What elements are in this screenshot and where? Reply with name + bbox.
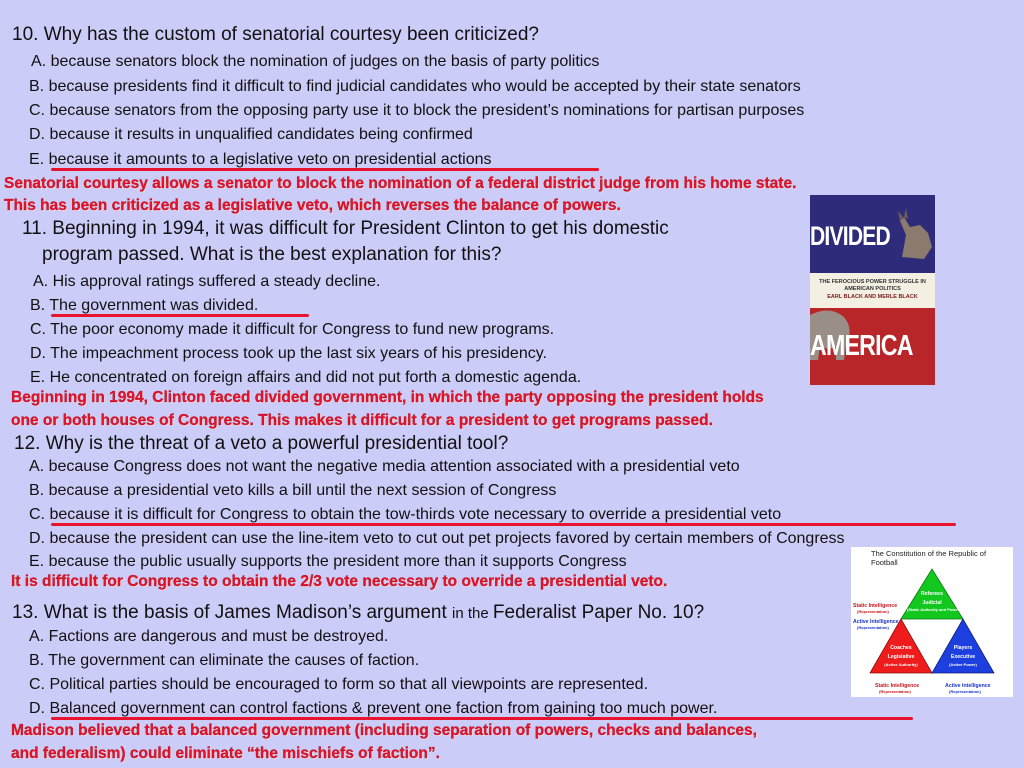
diagram-left-name: Coaches bbox=[890, 645, 912, 651]
question-13-end: Federalist Paper No. 10? bbox=[492, 602, 705, 623]
diagram-top-note: (Static Authority and Power) bbox=[907, 607, 961, 612]
q11-answer-option: The government was divided. bbox=[49, 297, 259, 314]
q13-option-a: A. Factions are dangerous and must be destroyed. bbox=[29, 628, 389, 645]
question-12: 12. Why is the threat of a veto a powerful presidential tool? bbox=[14, 433, 509, 454]
q10-explanation-line-2: This has been criticized as a legislative veto, which reverses the balance of powers. bbox=[4, 197, 621, 214]
q12-option-c bbox=[29, 506, 781, 524]
q12-option-e: E. because the public usually supports the president more than it supports Congress bbox=[29, 553, 627, 570]
diagram-right-note: (Active Power) bbox=[949, 662, 977, 667]
diagram-top-name: Referees bbox=[921, 591, 943, 597]
diagram-left-role: Legislative bbox=[887, 654, 915, 660]
question-11-line-1: 11. Beginning in 1994, it was difficult for President Clinton to get his domestic bbox=[22, 218, 669, 239]
q11-answer-underline bbox=[51, 314, 309, 317]
diagram-active-intelligence-upper: Active Intelligence bbox=[853, 619, 899, 625]
book-title-divided: DIVIDED bbox=[810, 221, 890, 251]
q13-option-b: B. The government can eliminate the causes of faction. bbox=[29, 652, 420, 669]
question-10: 10. Why has the custom of senatorial courtesy been criticized? bbox=[12, 24, 539, 45]
q10-answer-prefix: E. bbox=[29, 151, 49, 168]
q13-answer-prefix: D. bbox=[29, 700, 50, 717]
q10-option-b: B. because presidents find it difficult to find judicial candidates who would be accepted by their state senators bbox=[29, 78, 801, 95]
donkey-icon bbox=[894, 207, 934, 262]
q11-explanation-line-1: Beginning in 1994, Clinton faced divided government, in which the party opposing the president holds bbox=[11, 389, 764, 406]
football-constitution-diagram bbox=[851, 547, 1013, 697]
q12-answer-prefix: C. bbox=[29, 506, 50, 523]
divided-america-book-cover bbox=[810, 195, 935, 385]
question-11-line-2: program passed. What is the best explanation for this? bbox=[42, 244, 502, 265]
q10-answer-underline bbox=[51, 168, 599, 171]
diagram-active-intelligence-upper-note: (Representation) bbox=[857, 625, 889, 630]
q10-answer-option: because it amounts to a legislative veto on presidential actions bbox=[48, 151, 492, 168]
diagram-active-intelligence-lower: Active Intelligence bbox=[945, 683, 991, 689]
q11-option-a: A. His approval ratings suffered a steady decline. bbox=[33, 273, 381, 290]
book-subtitle: THE FEROCIOUS POWER STRUGGLE IN AMERICAN POLITICS bbox=[819, 279, 926, 292]
q13-option-c: C. Political parties should be encouraged to form so that all viewpoints are represented. bbox=[29, 676, 649, 693]
q13-answer-underline bbox=[51, 717, 913, 720]
q10-explanation-line-1: Senatorial courtesy allows a senator to block the nomination of a federal district judge from his home state. bbox=[4, 175, 797, 192]
diagram-title: The Constitution of the Republic of Football bbox=[871, 549, 987, 567]
book-authors: EARL BLACK AND MERLE BLACK bbox=[827, 294, 918, 300]
diagram-active-intelligence-lower-note: (Representation) bbox=[949, 689, 981, 694]
q11-option-d: D. The impeachment process took up the last six years of his presidency. bbox=[30, 345, 547, 362]
q13-explanation-line-1: Madison believed that a balanced government (including separation of powers, checks and balances, bbox=[11, 722, 757, 739]
q10-option-d: D. because it results in unqualified candidates being confirmed bbox=[29, 126, 473, 143]
diagram-right-name: Players bbox=[953, 645, 973, 651]
q10-option-a: A. because senators block the nomination of judges on the basis of party politics bbox=[31, 53, 600, 70]
question-13-main: 13. What is the basis of James Madison’s argument bbox=[12, 602, 453, 623]
q12-option-d: D. because the president can use the line-item veto to cut out pet projects favored by certain members of Congress bbox=[29, 530, 845, 547]
question-13 bbox=[12, 602, 704, 624]
q12-option-a: A. because Congress does not want the negative media attention associated with a presidential veto bbox=[29, 458, 740, 475]
q13-option-d bbox=[29, 700, 717, 718]
q11-option-e: E. He concentrated on foreign affairs and did not put forth a domestic agenda. bbox=[30, 369, 582, 386]
q11-answer-prefix: B. bbox=[30, 297, 50, 314]
question-13-connector: in the bbox=[452, 605, 493, 622]
diagram-left-note: (Active Authority) bbox=[884, 662, 918, 667]
diagram-static-intelligence-lower: Static Intelligence bbox=[875, 683, 920, 689]
q12-answer-option: because it is difficult for Congress to obtain the tow-thirds vote necessary to override a presidential veto bbox=[49, 506, 782, 523]
diagram-top-role: Judicial bbox=[922, 600, 942, 606]
q12-option-b: B. because a presidential veto kills a bill until the next session of Congress bbox=[29, 482, 557, 499]
diagram-static-intelligence-lower-note: (Representation) bbox=[879, 689, 911, 694]
diagram-static-intelligence-upper: Static Intelligence bbox=[853, 603, 898, 609]
book-title-america: AMERICA bbox=[810, 330, 913, 362]
q13-answer-option: Balanced government can control factions & prevent one faction from gaining too much power. bbox=[49, 700, 718, 717]
q10-option-c: C. because senators from the opposing party use it to block the president’s nominations for partisan purposes bbox=[29, 102, 805, 119]
q13-explanation-line-2: and federalism) could eliminate “the mischiefs of faction”. bbox=[11, 745, 440, 762]
diagram-static-intelligence-upper-note: (Representation) bbox=[857, 609, 889, 614]
q11-option-b bbox=[30, 297, 258, 315]
q12-answer-underline bbox=[51, 523, 956, 526]
q11-option-c: C. The poor economy made it difficult for Congress to fund new programs. bbox=[30, 321, 555, 338]
q11-explanation-line-2: one or both houses of Congress. This makes it difficult for a president to get programs passed. bbox=[11, 412, 713, 429]
q10-option-e bbox=[29, 151, 492, 169]
q12-explanation: It is difficult for Congress to obtain the 2/3 vote necessary to override a presidential veto. bbox=[11, 573, 668, 590]
diagram-right-role: Executive bbox=[950, 654, 976, 660]
